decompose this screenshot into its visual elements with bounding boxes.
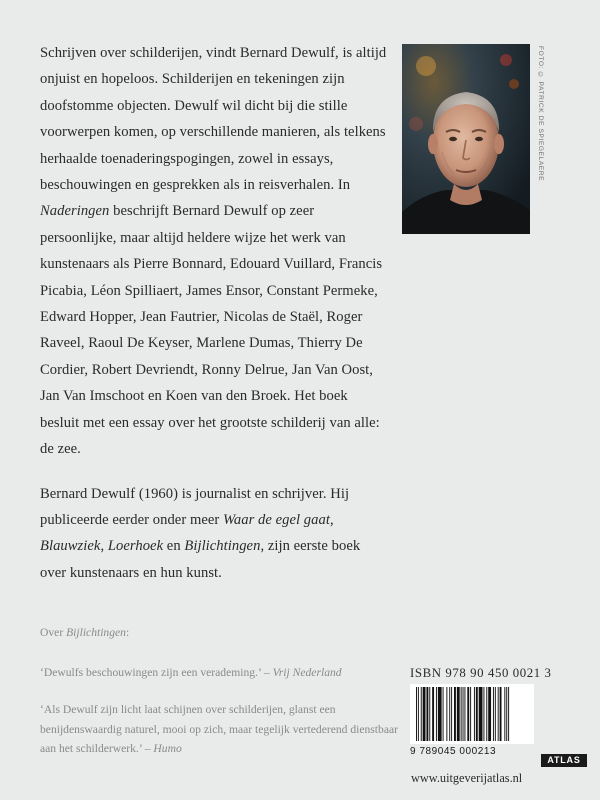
barcode-bar	[416, 687, 417, 741]
text-run: Schrijven over schilderijen, vindt Bernard Dewulf, is altijd onjuist en hopeloos. Schilderijen en tekeningen zijn doofstomme objecten. Dewulf wil dicht bij die stille voorwerpen komen, op verschillende manieren, als telkens herhaalde toenaderingspogingen, zowel in essays, beschouwingen en gesprekken als in reisverhalen. In	[40, 45, 387, 194]
author-photo	[402, 44, 530, 234]
italic-title: Blauwziek	[40, 538, 101, 555]
barcode-bar	[474, 687, 475, 741]
publisher-logo: ATLAS	[541, 754, 587, 767]
review-1	[40, 663, 400, 683]
barcode-bar	[421, 687, 422, 741]
review-1-source: Vrij Nederland	[272, 665, 342, 679]
barcode-digits: 9 789045 000213	[410, 746, 497, 757]
barcode-graphic	[410, 684, 534, 744]
reviews-section	[40, 623, 400, 759]
barcode-bar	[506, 687, 507, 741]
barcode-bar	[508, 687, 509, 741]
blurb-paragraph-2	[40, 481, 390, 587]
barcode-bar	[426, 687, 428, 741]
barcode-bar	[493, 687, 494, 741]
barcode-bar	[461, 687, 462, 741]
barcode-bar	[463, 687, 464, 741]
text-run: , zijn eerste boek over kunstenaars en hun kunst.	[40, 538, 361, 581]
barcode-bar	[488, 687, 491, 741]
barcode-bar	[454, 687, 456, 741]
barcode-bar	[446, 687, 447, 741]
reviews-heading	[40, 623, 400, 643]
blurb-text	[40, 40, 390, 586]
barcode-bar	[457, 687, 460, 741]
barcode-bar	[443, 687, 444, 741]
barcode-bar	[500, 687, 502, 741]
barcode-bar	[479, 687, 483, 741]
text-run: Bernard Dewulf (1960) is journalist en schrijver. Hij publiceerde eerder onder meer	[40, 485, 350, 528]
text-run: beschrijft Bernard Dewulf op zeer persoonlijke, maar altijd heldere wijze het werk van kunstenaars als Pierre Bonnard, Edouard Vuillard, Francis Picabia, Léon Spilliaert, James Ensor, Constant Permeke, Edward Hopper, Jean Fautrier, Nicolas de Staël, Roger Raveel, Raoul De Keyser, Marlene Dumas, Thierry De Cordier, Robert Devriendt, Ronny Delrue, Jan Van Oost, Jan Van Imschoot en Koen van den Broek. Het boek besluit met een essay over het grootste schilderij van alle: de zee.	[40, 203, 383, 458]
barcode-bar	[504, 687, 505, 741]
reviews-heading-suffix: :	[125, 626, 130, 639]
barcode-bar	[486, 687, 487, 741]
barcode-bar	[451, 687, 452, 741]
isbn-label: ISBN 978 90 450 0021 3	[410, 666, 552, 680]
barcode-bar	[418, 687, 419, 741]
barcode-bar	[464, 687, 465, 741]
review-1-quote: ‘Dewulfs beschouwingen zijn een verademing.’ –	[40, 665, 273, 679]
reviews-heading-title: Bijlichtingen	[66, 626, 126, 639]
review-2-quote: ‘Als Dewulf zijn licht laat schijnen over schilderijen, glanst een benijdenswaardig naturel, mooi op zich, maar tegelijk vertederend dienstbaar aan het schilderwerk.’ –	[40, 703, 398, 755]
review-2	[40, 700, 400, 759]
text-run: ,	[329, 511, 334, 528]
barcode-bar	[495, 687, 496, 741]
italic-title: Bijlichtingen	[184, 538, 261, 555]
italic-title: Loerhoek	[107, 538, 164, 555]
barcode-bar	[467, 687, 469, 741]
barcode-bar	[470, 687, 471, 741]
review-2-source: Humo	[153, 742, 182, 755]
barcode-bar	[483, 687, 484, 741]
barcode-bar	[429, 687, 430, 741]
barcode-bar	[432, 687, 434, 741]
photo-credit: FOTO: © PATRICK DE SPIEGELAERE	[537, 46, 544, 182]
isbn-barcode	[410, 684, 534, 759]
barcode-bar	[498, 687, 499, 741]
barcode-bar	[476, 687, 478, 741]
blurb-paragraph-1	[40, 40, 390, 463]
italic-title: Naderingen	[40, 203, 110, 220]
text-run: ,	[100, 538, 108, 555]
barcode-bar	[436, 687, 437, 741]
reviews-heading-prefix: Over	[40, 626, 67, 639]
italic-title: Waar de egel gaat	[223, 511, 330, 528]
barcode-bar	[423, 687, 426, 741]
barcode-bar	[449, 687, 450, 741]
text-run: en	[163, 538, 185, 555]
author-portrait-image	[402, 44, 530, 234]
barcode-bar	[438, 687, 442, 741]
publisher-url[interactable]: www.uitgeverijatlas.nl	[411, 771, 523, 785]
